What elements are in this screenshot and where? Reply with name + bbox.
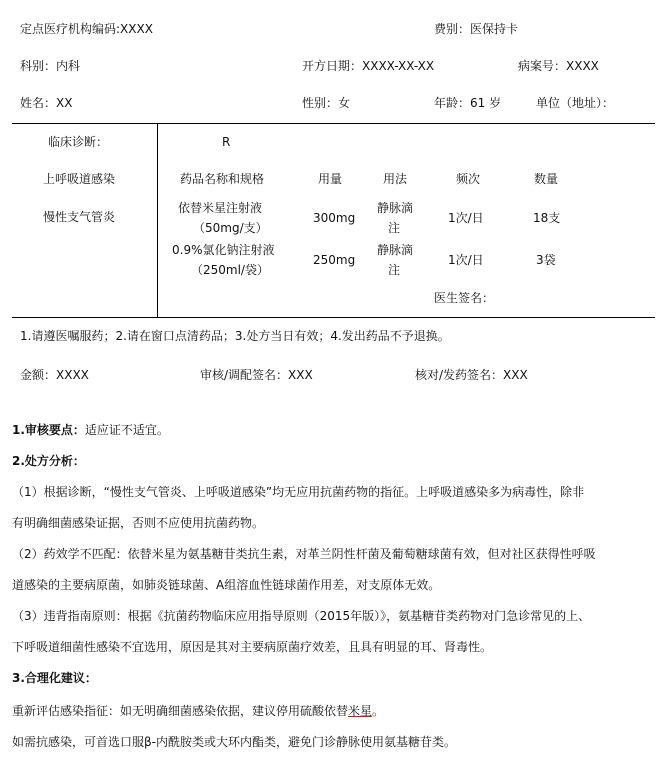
doctor-signature: 医生签名：: [434, 291, 495, 305]
department: 科别：内科: [20, 59, 81, 73]
analysis-paragraph: 有明确细菌感染证据，否则不应使用抗菌药物。: [12, 516, 265, 530]
patient-age: 年龄：61 岁: [434, 96, 502, 110]
recommendation: 如需抗感染，可首选口服β-内酰胺类或大环内酯类，避免门诊静脉使用氨基糖苷类。: [12, 735, 456, 749]
drug-name: 依替米星注射液: [178, 201, 263, 215]
recommendation-text: 。: [372, 704, 385, 718]
section-text: 适应证不适宜。: [84, 423, 169, 437]
section-title: 2.处方分析：: [12, 454, 85, 468]
drug-route: 静脉滴: [377, 201, 414, 215]
drug-route-cont: 注: [388, 221, 401, 235]
record-no: 病案号：XXXX: [518, 59, 599, 73]
col-dose: 用量: [318, 172, 343, 186]
table-bottom-border: [12, 317, 655, 318]
recommendation-text: 重新评估感染指征：如无明确细菌感染依据，建议停用硫酸依替: [12, 704, 349, 718]
section-review-points: [12, 422, 657, 438]
institution-code: 定点医疗机构编码:XXXX: [20, 22, 153, 36]
drug-spec: （250ml/袋）: [191, 263, 269, 277]
col-frequency: 频次: [456, 172, 481, 186]
prescribe-date: 开方日期：XXXX-XX-XX: [302, 59, 435, 73]
analysis-paragraph: 道感染的主要病原菌，如肺炎链球菌、A组溶血性链球菌作用差，对支原体无效。: [12, 578, 441, 592]
drug-frequency: 1次/日: [448, 253, 484, 267]
amount: 金额：XXXX: [20, 368, 89, 382]
col-drug-name: 药品名称和规格: [180, 172, 265, 186]
patient-name: 姓名：XX: [20, 96, 73, 110]
analysis-paragraph: （3）违背指南原则：根据《抗菌药物临床应用指导原则（2015年版）》，氨基糖苷类药物对门急诊常见的上、: [12, 609, 591, 623]
col-route: 用法: [383, 172, 408, 186]
drug-quantity: 3袋: [536, 253, 556, 267]
col-quantity: 数量: [534, 172, 559, 186]
drug-spec: （50mg/支）: [193, 221, 268, 235]
drug-frequency: 1次/日: [448, 211, 484, 225]
table-top-border: [12, 123, 655, 124]
fee-type: 费别：医保持卡: [434, 22, 519, 36]
drug-route-cont: 注: [388, 263, 401, 277]
patient-unit: 单位（地址）：: [536, 96, 615, 110]
analysis-paragraph: 下呼吸道细菌性感染不宜选用，原因是其对主要病原菌疗效差，且具有明显的耳、肾毒性。: [12, 640, 493, 654]
prescription-notes: 1.请遵医嘱服药；2.请在窗口点清药品；3.处方当日有效；4.发出药品不予退换。: [20, 329, 450, 343]
analysis-paragraph: （1）根据诊断，“慢性支气管炎、上呼吸道感染”均无应用抗菌药物的指征。上呼吸道感染多为病毒性，除非: [12, 485, 585, 499]
section-title: 3.合理化建议：: [12, 671, 97, 685]
section-title: 1.审核要点：: [12, 423, 85, 437]
diagnosis-item: 慢性支气管炎: [43, 210, 116, 224]
analysis-paragraph: （2）药效学不匹配：依替米星为氨基糖苷类抗生素，对革兰阴性杆菌及葡萄糖球菌有效，但对社区获得性呼吸: [12, 547, 596, 561]
review-signature: 审核/调配签名：XXX: [200, 368, 313, 382]
drug-dose: 250mg: [313, 253, 356, 267]
recommendation: [12, 703, 657, 719]
patient-gender: 性别：女: [302, 96, 351, 110]
table-divider: [157, 123, 158, 317]
rx-symbol: R: [222, 135, 231, 149]
diagnosis-item: 上呼吸道感染: [43, 172, 116, 186]
check-signature: 核对/发药签名：XXX: [415, 368, 528, 382]
spellcheck-mark: 米星: [348, 704, 373, 718]
drug-dose: 300mg: [313, 211, 356, 225]
drug-quantity: 18支: [533, 211, 561, 225]
drug-route: 静脉滴: [377, 243, 414, 257]
drug-name: 0.9%氯化钠注射液: [172, 243, 275, 257]
diagnosis-label: 临床诊断：: [48, 135, 109, 149]
